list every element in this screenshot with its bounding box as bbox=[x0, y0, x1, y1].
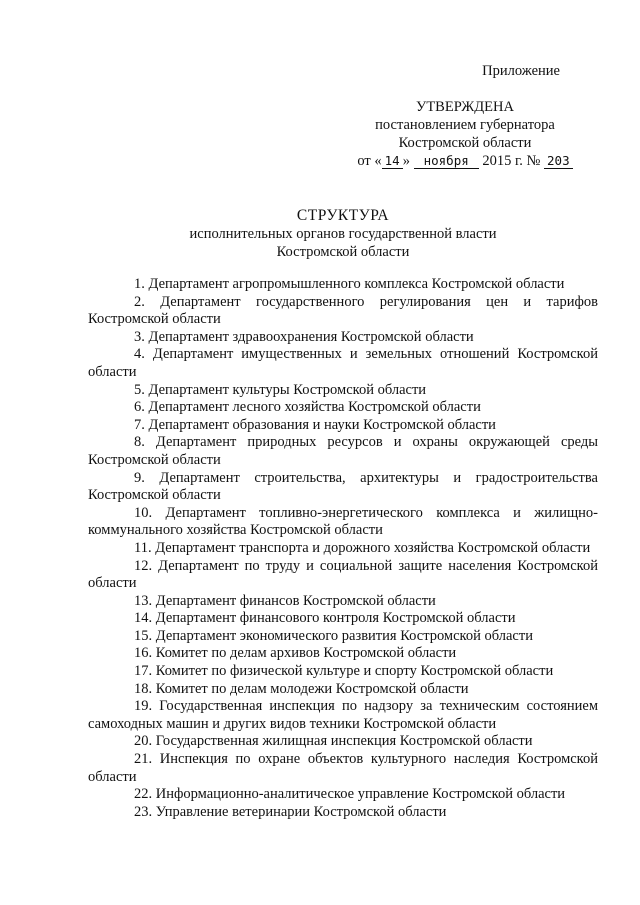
decree-month: ноября bbox=[414, 153, 479, 169]
decree-day: 14 bbox=[382, 153, 403, 169]
decree-number: 203 bbox=[544, 153, 573, 169]
date-year: 2015 г. № bbox=[482, 153, 541, 169]
list-item: 15. Департамент экономического развития Костромской области bbox=[134, 627, 533, 644]
list-item: 10. Департамент топливно-энергетического комплекса и жилищно-коммунального хозяйства Костромской области bbox=[88, 504, 598, 539]
list-item: 9. Департамент строительства, архитектуры и градостроительства Костромской области bbox=[88, 469, 598, 504]
list-item: 11. Департамент транспорта и дорожного хозяйства Костромской области bbox=[134, 539, 591, 556]
list-item: 21. Инспекция по охране объектов культурного наследия Костромской области bbox=[88, 751, 598, 785]
list-item: 22. Информационно-аналитическое управление Костромской области bbox=[134, 786, 566, 803]
list-item: 7. Департамент образования и науки Костромской области bbox=[134, 416, 496, 433]
list-item: 4. Департамент имущественных и земельных отношений Костромской области bbox=[88, 346, 598, 380]
date-mid: » bbox=[402, 153, 410, 169]
list-item: 1. Департамент агропромышленного комплекса Костромской области bbox=[134, 276, 565, 292]
list-item: 6. Департамент лесного хозяйства Костромской области bbox=[134, 399, 481, 416]
list-item: 23. Управление ветеринарии Костромской области bbox=[134, 803, 447, 820]
document-subtitle-2: Костромской области bbox=[276, 244, 410, 260]
document-title-block bbox=[88, 207, 598, 261]
approved-label: УТВЕРЖДЕНА bbox=[416, 99, 514, 115]
decree-line-2: Костромской области bbox=[398, 135, 532, 151]
decree-date-line bbox=[330, 152, 600, 170]
list-item: 8. Департамент природных ресурсов и охраны окружающей среды Костромской области bbox=[88, 434, 598, 468]
list-item: 20. Государственная жилищная инспекция Костромской области bbox=[134, 733, 533, 750]
list-item: 3. Департамент здравоохранения Костромской области bbox=[134, 328, 474, 345]
document-subtitle-1: исполнительных органов государственной власти bbox=[189, 226, 497, 242]
list-item: 14. Департамент финансового контроля Костромской области bbox=[134, 610, 516, 627]
list-item: 5. Департамент культуры Костромской области bbox=[134, 381, 427, 398]
list-item: 16. Комитет по делам архивов Костромской области bbox=[134, 645, 457, 662]
list-item: 17. Комитет по физической культуре и спорту Костромской области bbox=[134, 663, 554, 680]
decree-line-1: постановлением губернатора bbox=[375, 117, 555, 133]
approval-block bbox=[330, 62, 600, 170]
appendix-label: Приложение bbox=[482, 63, 560, 79]
list-item: 18. Комитет по делам молодежи Костромской области bbox=[134, 680, 469, 697]
structure-list bbox=[88, 276, 598, 821]
document-title: СТРУКТУРА bbox=[296, 207, 390, 224]
date-prefix: от « bbox=[357, 153, 382, 169]
list-item: 13. Департамент финансов Костромской области bbox=[134, 592, 436, 609]
list-item: 2. Департамент государственного регулирования цен и тарифов Костромской области bbox=[88, 293, 598, 328]
list-item: 12. Департамент по труду и социальной защите населения Костромской области bbox=[88, 557, 598, 592]
list-item: 19. Государственная инспекция по надзору за техническим состоянием самоходных машин и других видов техники Костромской области bbox=[88, 698, 598, 732]
